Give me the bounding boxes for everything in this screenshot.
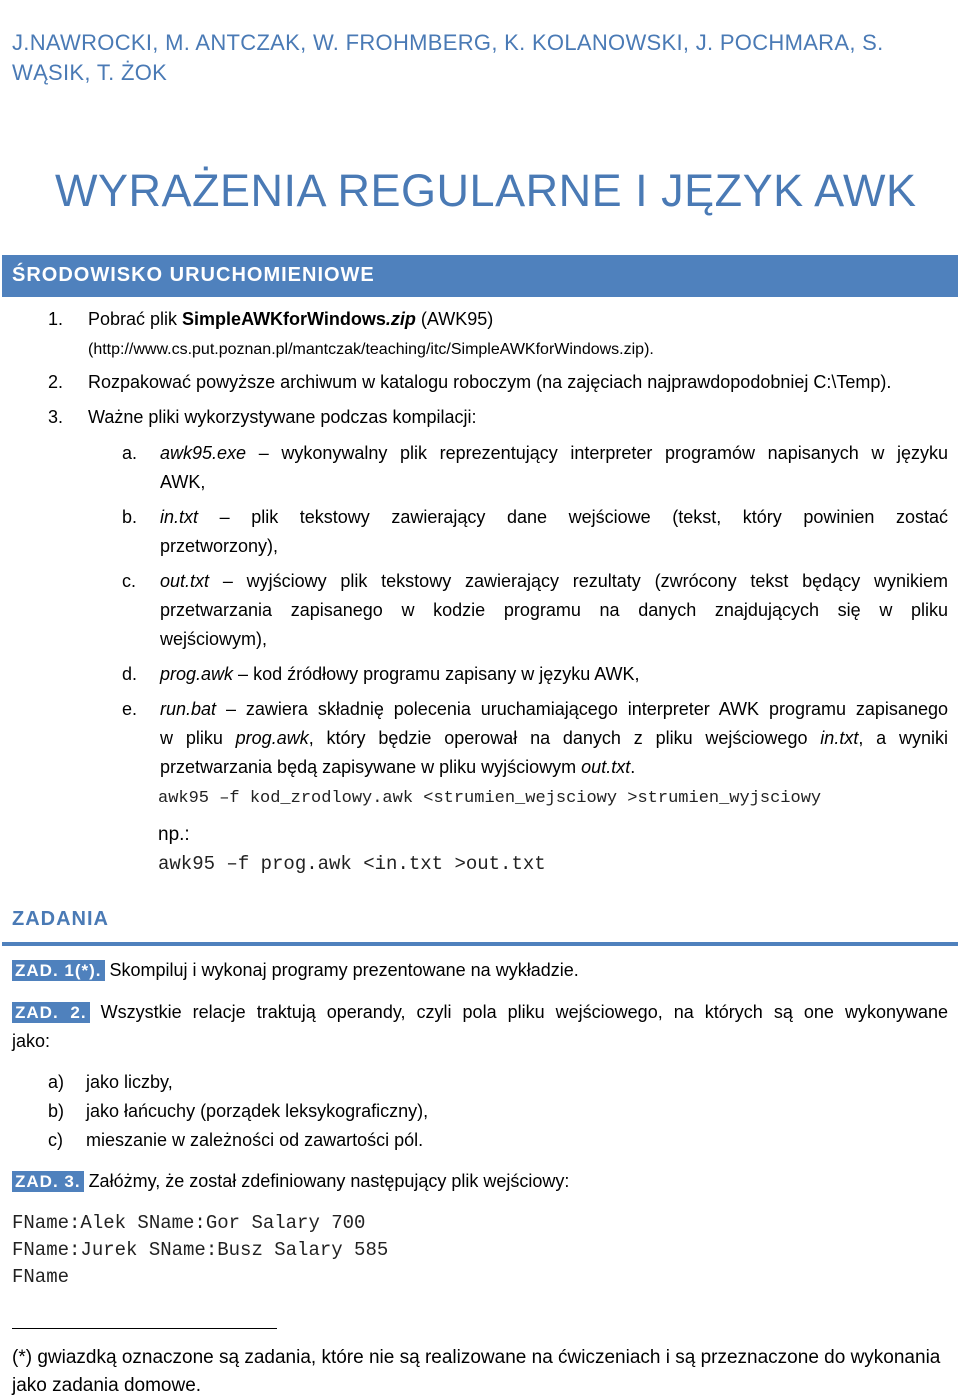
step-1-text: Pobrać plik SimpleAWKforWindows.zip (AWK95) bbox=[88, 309, 494, 329]
section-heading-tasks: ZADANIA bbox=[12, 908, 109, 930]
footnote-separator bbox=[12, 1328, 277, 1329]
list-letter: b. bbox=[122, 507, 138, 527]
document-title: WYRAŻENIA REGULARNE I JĘZYK AWK bbox=[55, 165, 917, 216]
section-heading-environment: ŚRODOWISKO URUCHOMIENIOWE bbox=[2, 255, 958, 297]
task-1: ZAD. 1(*). Skompiluj i wykonaj programy prezentowane na wykładzie. bbox=[12, 956, 579, 985]
command-example: awk95 –f prog.awk <in.txt >out.txt bbox=[158, 853, 546, 875]
option-text: mieszanie w zależności od zawartości pól. bbox=[86, 1130, 424, 1150]
step-2-text: Rozpakować powyższe archiwum w katalogu roboczym (na zajęciach najprawdopodobniej C:\Temp). bbox=[88, 372, 892, 392]
file-item-prog: prog.awk – kod źródłowy programu zapisany w języku AWK, bbox=[160, 664, 640, 684]
command-generic: awk95 –f kod_zrodlowy.awk <strumien_wejsciowy >strumien_wyjsciowy bbox=[158, 789, 822, 808]
option-text: jako łańcuchy (porządek leksykograficzny), bbox=[86, 1101, 429, 1121]
file-item-in-cont: przetworzony), bbox=[160, 536, 279, 556]
option-letter: a) bbox=[48, 1072, 65, 1092]
step-3-text: Ważne pliki wykorzystywane podczas kompilacji: bbox=[88, 407, 477, 427]
file-item-out-cont2: wejściowym), bbox=[160, 629, 268, 649]
task-label: ZAD. 1(*). bbox=[12, 960, 105, 981]
step-number: 1. bbox=[48, 309, 64, 329]
input-file-line: FName:Jurek SName:Busz Salary 585 bbox=[12, 1239, 389, 1261]
file-item-run: run.bat – zawiera składnię polecenia uruchamiającego interpreter AWK programu zapisanego bbox=[160, 699, 948, 719]
authors-header: J.NAWROCKI, M. ANTCZAK, W. FROHMBERG, K. KOLANOWSKI, J. POCHMARA, S. WĄSIK, T. ŻOK bbox=[12, 30, 884, 85]
download-link[interactable]: (http://www.cs.put.poznan.pl/mantczak/teaching/itc/SimpleAWKforWindows.zip). bbox=[88, 341, 654, 358]
file-item-awk95-cont: AWK, bbox=[160, 472, 206, 492]
option-text: jako liczby, bbox=[86, 1072, 173, 1092]
input-file-line: FName:Alek SName:Gor Salary 700 bbox=[12, 1212, 366, 1234]
list-letter: a. bbox=[122, 443, 138, 463]
section-divider bbox=[2, 942, 958, 946]
task-2-cont: jako: bbox=[12, 1031, 51, 1051]
file-item-run-cont2: przetwarzania będą zapisywane w pliku wyjściowym out.txt. bbox=[160, 757, 636, 777]
example-label: np.: bbox=[158, 824, 190, 845]
step-number: 2. bbox=[48, 372, 64, 392]
file-item-in: in.txt – plik tekstowy zawierający dane wejściowe (tekst, który powinien zostać bbox=[160, 507, 949, 527]
task-label: ZAD. 2. bbox=[12, 1002, 90, 1023]
task-2: ZAD. 2. Wszystkie relacje traktują operandy, czyli pola pliku wejściowego, na których są one wykonywane bbox=[12, 998, 948, 1027]
file-item-out: out.txt – wyjściowy plik tekstowy zawierający rezultaty (zwrócony tekst będący wynikiem bbox=[160, 571, 948, 591]
option-letter: c) bbox=[48, 1130, 63, 1150]
input-file-line: FName bbox=[12, 1266, 70, 1288]
footnote: (*) gwiazdką oznaczone są zadania, które nie są realizowane na ćwiczeniach i są przeznaczone do wykonania jako zadania domowe. bbox=[12, 1347, 941, 1396]
file-item-run-cont: w pliku prog.awk, który będzie operował na danych z pliku wejściowego in.txt, a wyniki bbox=[160, 728, 948, 748]
step-number: 3. bbox=[48, 407, 64, 427]
file-item-awk95: awk95.exe – wykonywalny plik reprezentujący interpreter programów napisanych w języku bbox=[160, 443, 949, 463]
file-item-out-cont: przetwarzania zapisanego w kodzie programu na danych znajdujących się w pliku bbox=[160, 600, 948, 620]
list-letter: c. bbox=[122, 571, 137, 591]
task-3: ZAD. 3. Załóżmy, że został zdefiniowany następujący plik wejściowy: bbox=[12, 1167, 569, 1196]
list-letter: e. bbox=[122, 699, 138, 719]
option-letter: b) bbox=[48, 1101, 65, 1121]
zip-filename: SimpleAWKforWindows bbox=[182, 309, 386, 329]
list-letter: d. bbox=[122, 664, 138, 684]
task-label: ZAD. 3. bbox=[12, 1171, 84, 1192]
